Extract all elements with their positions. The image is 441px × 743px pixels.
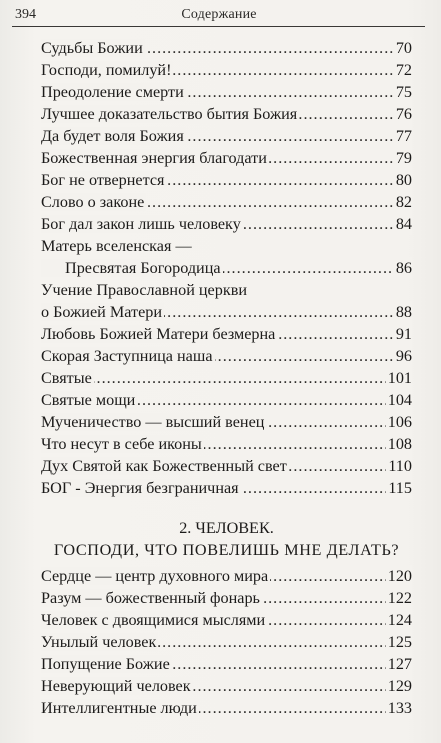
toc-entry-title: Святые мощи xyxy=(41,391,136,409)
toc-entry xyxy=(41,565,412,587)
section-number-title: 2. ЧЕЛОВЕК. xyxy=(179,519,274,537)
toc-entry xyxy=(41,125,412,147)
toc-entry-title: Попущение Божие xyxy=(41,655,170,673)
toc-entry-title: Пресвятая Богородица xyxy=(41,259,223,277)
toc-entry-page: 104 xyxy=(387,391,412,409)
toc-entry xyxy=(41,257,412,279)
toc-entry-title: Неверующий человек xyxy=(41,677,191,695)
toc-entry xyxy=(41,37,412,59)
toc-entry-title: о Божией Матери xyxy=(41,303,163,321)
toc-entry-page: 84 xyxy=(395,215,412,233)
running-title: Содержание xyxy=(181,7,257,22)
toc-entry-page: 125 xyxy=(387,633,412,651)
toc-entry-title: Слово о законе xyxy=(41,193,145,211)
toc-entry xyxy=(41,323,412,345)
toc-entry xyxy=(41,345,412,367)
toc-entry-title: Да будет воля Божия xyxy=(41,127,184,145)
toc-entry-title: Судьбы Божии xyxy=(41,39,143,57)
toc-entry-page: 75 xyxy=(395,83,412,101)
toc-entry-title: Лучшее доказательство бытия Божия xyxy=(41,105,298,123)
toc-entry xyxy=(41,169,412,191)
toc-entry-title: Учение Православной церкви xyxy=(41,281,248,299)
toc-entry-page: 79 xyxy=(395,149,412,167)
toc-entry-title: Бог дал закон лишь человеку xyxy=(41,215,241,233)
toc-entry-page: 110 xyxy=(388,457,412,475)
toc-entry-page: 106 xyxy=(387,413,412,431)
toc-entry-page: 88 xyxy=(395,303,412,321)
toc-entry-page: 86 xyxy=(395,259,412,277)
toc-entry-title: Интеллигентные люди xyxy=(41,699,197,717)
toc-entry-page: 80 xyxy=(395,171,412,189)
toc-list-bottom xyxy=(41,565,412,719)
toc-entry-page: 133 xyxy=(387,699,412,717)
toc-entry-title: Что несут в себе иконы xyxy=(41,435,202,453)
toc-entry-title: Любовь Божией Матери безмерна xyxy=(41,325,276,343)
toc-entry-title: Сердце — центр духовного мира xyxy=(41,567,269,585)
toc-entry-page: 127 xyxy=(387,655,412,673)
toc-entry xyxy=(41,653,412,675)
toc-entry xyxy=(41,675,412,697)
toc-entry-title: Человек с двоящимися мыслями xyxy=(41,611,266,629)
toc-entry-page: 77 xyxy=(395,127,412,145)
toc-entry-page: 91 xyxy=(395,325,412,343)
toc-entry xyxy=(41,191,412,213)
toc-entry xyxy=(41,433,412,455)
toc-entry-page: 101 xyxy=(387,369,412,387)
toc-entry xyxy=(41,411,412,433)
page-number: 394 xyxy=(15,7,36,22)
section-subtitle: ГОСПОДИ, ЧТО ПОВЕЛИШЬ МНЕ ДЕЛАТЬ? xyxy=(53,541,400,559)
running-head xyxy=(15,4,423,26)
toc-entry-continued xyxy=(41,235,412,257)
toc-entry-title: Дух Святой как Божественный свет xyxy=(41,457,287,475)
toc-entry-page: 72 xyxy=(395,61,412,79)
toc-entry-title: Святые xyxy=(41,369,92,387)
toc-entry-title: Скорая Заступница наша xyxy=(41,347,213,365)
toc-entry xyxy=(41,477,412,499)
toc-entry xyxy=(41,59,412,81)
toc-entry-page: 122 xyxy=(387,589,412,607)
toc-entry-title: Господи, помилуй! xyxy=(41,61,172,79)
toc-list-top xyxy=(41,37,412,499)
toc-entry-page: 120 xyxy=(387,567,412,585)
toc-entry xyxy=(41,367,412,389)
toc-entry-page: 70 xyxy=(395,39,412,57)
toc-entry xyxy=(41,81,412,103)
toc-entry xyxy=(41,213,412,235)
toc-entry-page: 115 xyxy=(388,479,412,497)
header-rule xyxy=(12,26,425,27)
toc-entry-page: 108 xyxy=(387,435,412,453)
toc-entry xyxy=(41,587,412,609)
toc-entry xyxy=(41,301,412,323)
toc-entry xyxy=(41,697,412,719)
toc-entry-title: Бог не отвернется xyxy=(41,171,165,189)
toc-entry xyxy=(41,631,412,653)
section-heading xyxy=(36,517,417,563)
toc-entry xyxy=(41,609,412,631)
toc-entry-page: 124 xyxy=(387,611,412,629)
toc-entry xyxy=(41,455,412,477)
toc-entry-page: 76 xyxy=(395,105,412,123)
toc-entry-title: Мученичество — высший венец xyxy=(41,413,265,431)
toc-entry-title: БОГ - Энергия безграничная xyxy=(41,479,239,497)
toc-entry-title: Божественная энергия благодати xyxy=(41,149,267,167)
toc-entry-title: Матерь вселенская — xyxy=(41,237,192,255)
toc-entry-title: Унылый человек xyxy=(41,633,157,651)
toc-entry-page: 96 xyxy=(395,347,412,365)
toc-entry xyxy=(41,389,412,411)
toc-entry xyxy=(41,103,412,125)
toc-entry-title: Преодоление смерти xyxy=(41,83,184,101)
toc-entry-title: Разум — божественный фонарь xyxy=(41,589,260,607)
toc-entry xyxy=(41,147,412,169)
toc-entry-page: 82 xyxy=(395,193,412,211)
toc-entry-page: 129 xyxy=(387,677,412,695)
toc-entry-continued xyxy=(41,279,412,301)
